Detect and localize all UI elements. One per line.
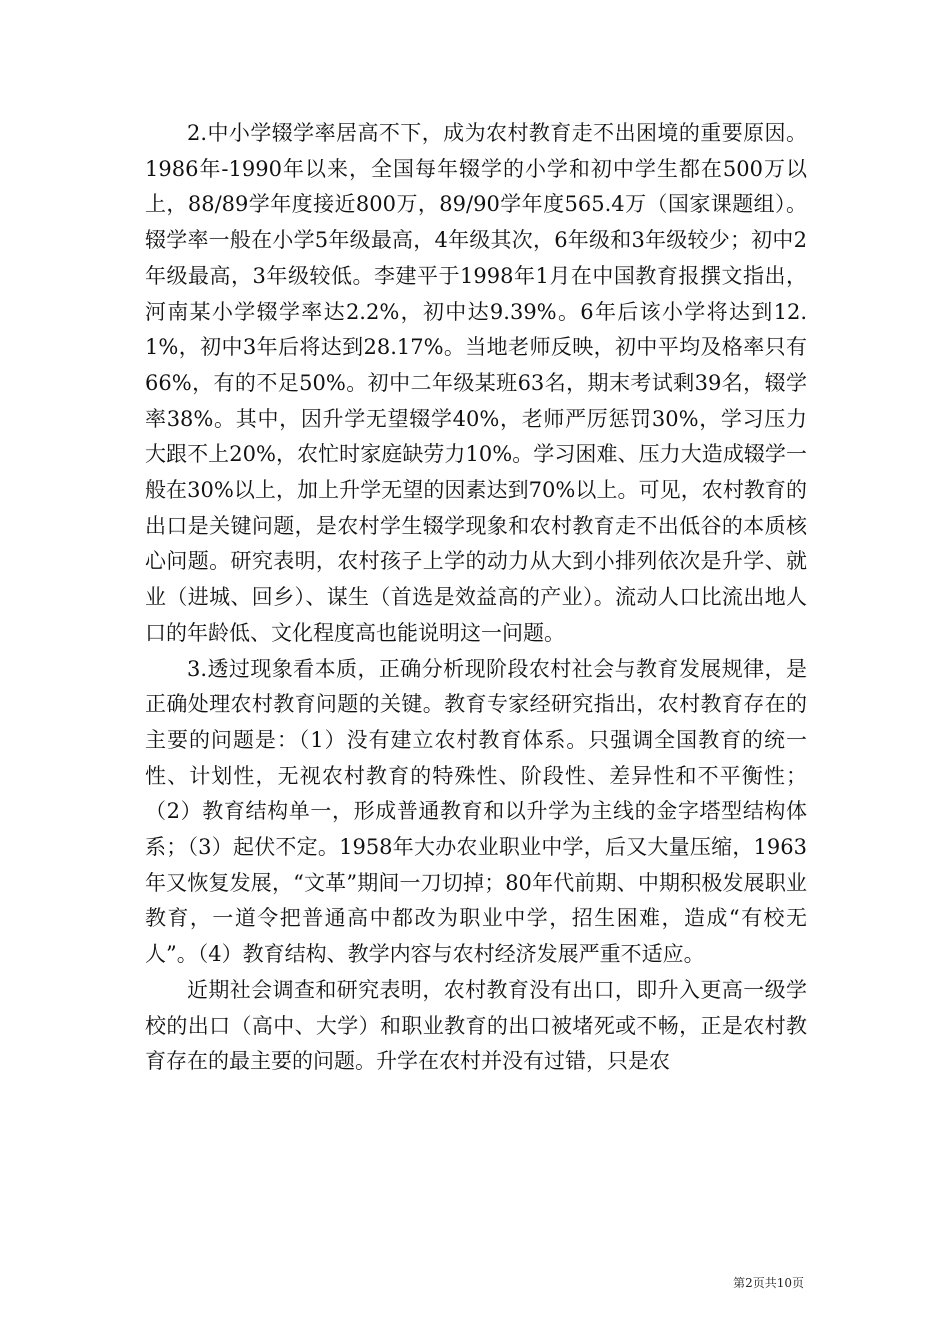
paragraph-recent-survey: 近期社会调查和研究表明，农村教育没有出口，即升入更高一级学校的出口（高中、大学）和职业教育的出口被堵死或不畅，正是农村教育存在的最主要的问题。升学在农村并没有过错，只是农 [145,977,807,1074]
page-number: 第2页共10页 [733,1276,804,1290]
paragraph-dropout-rate: 2.中小学辍学率居高不下，成为农村教育走不出困境的重要原因。1986年-1990年以来，全国每年辍学的小学和初中学生都在500万以上，88/89学年度接近800万，89/90学年度565.4万（国家课题组）。辍学率一般在小学5年级最高，4年级其次，6年级和3年级较少；初中2年级最高，3年级较低。李建平于1998年1月在中国教育报撰文指出，河南某小学辍学率达2.2%，初中达9.39%。6年后该小学将达到12.1%，初中3年后将达到28.17%。当地老师反映，初中平均及格率只有66%，有的不足50%。初中二年级某班63名，期末考试剩39名，辍学率38%。其中，因升学无望辍学40%，老师严厉惩罚30%，学习压力大跟不上20%，农忙时家庭缺劳力10%。学习困难、压力大造成辍学一般在30%以上，加上升学无望的因素达到70%以上。可见，农村教育的出口是关键问题，是农村学生辍学现象和农村教育走不出低谷的本质核心问题。研究表明，农村孩子上学的动力从大到小排列依次是升学、就业（进城、回乡）、谋生（首选是效益高的产业）。流动人口比流出地人口的年龄低、文化程度高也能说明这一问题。 [145,121,807,645]
paragraph-essence-analysis: 3.透过现象看本质，正确分析现阶段农村社会与教育发展规律，是正确处理农村教育问题的关键。教育专家经研究指出，农村教育存在的主要的问题是：（1）没有建立农村教育体系。只强调全国教育的统一性、计划性，无视农村教育的特殊性、阶段性、差异性和不平衡性；（2）教育结构单一，形成普通教育和以升学为主线的金字塔型结构体系；（3）起伏不定。1958年大办农业职业中学，后又大量压缩，1963年又恢复发展，“文革”期间一刀切掉；80年代前期、中期积极发展职业教育，一道令把普通高中都改为职业中学，招生困难，造成“有校无人”。（4）教育结构、教学内容与农村经济发展严重不适应。 [145,656,807,967]
document-body [145,116,807,1080]
